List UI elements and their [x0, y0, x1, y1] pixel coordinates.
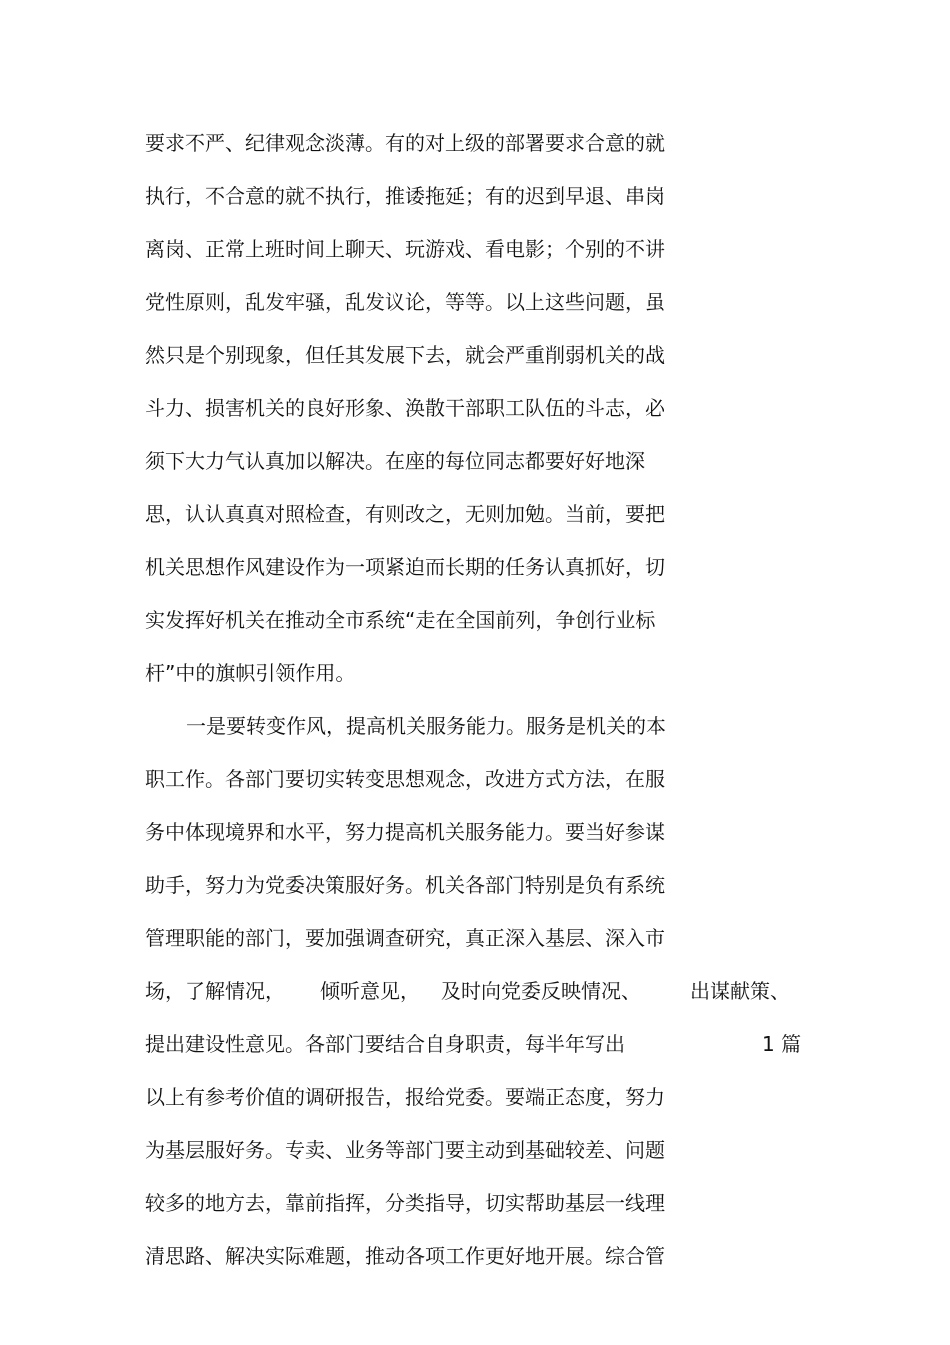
- body-text-line: 党性原则，乱发牢骚，乱发议论，等等。以上这些问题，虽: [145, 290, 665, 314]
- body-text-line: 杆”中的旗帜引领作用。: [145, 661, 356, 685]
- body-text-line: 机关思想作风建设作为一项紧迫而长期的任务认真抓好，切: [145, 555, 665, 579]
- text-segment: 出谋献策、: [690, 979, 790, 1003]
- body-text-line: 然只是个别现象，但任其发展下去，就会严重削弱机关的战: [145, 343, 665, 367]
- body-text-line: 较多的地方去，靠前指挥，分类指导，切实帮助基层一线理: [145, 1191, 665, 1215]
- paragraph-first-line: 一是要转变作风，提高机关服务能力。服务是机关的本: [186, 714, 666, 738]
- text-segment: 场，了解情况，: [145, 979, 285, 1003]
- body-text-line: 务中体现境界和水平，努力提高机关服务能力。要当好参谋: [145, 820, 665, 844]
- body-text-line: 为基层服好务。专卖、业务等部门要主动到基础较差、问题: [145, 1138, 665, 1162]
- body-text-line: 管理职能的部门，要加强调查研究，真正深入基层、深入市: [145, 926, 665, 950]
- body-text-line: 思，认认真真对照检查，有则改之，无则加勉。当前，要把: [145, 502, 665, 526]
- body-text-line: 离岗、正常上班时间上聊天、玩游戏、看电影；个别的不讲: [145, 237, 665, 261]
- body-text-line: 以上有参考价值的调研报告，报给党委。要端正态度，努力: [145, 1085, 665, 1109]
- text-segment: 提出建设性意见。各部门要结合自身职责，每半年写出: [145, 1032, 625, 1056]
- body-text-line: 执行，不合意的就不执行，推诿拖延；有的迟到早退、串岗: [145, 184, 665, 208]
- text-segment: 倾听意见，: [320, 979, 420, 1003]
- body-text-line: 须下大力气认真加以解决。在座的每位同志都要好好地深: [145, 449, 645, 473]
- body-text-line: 实发挥好机关在推动全市系统“走在全国前列，争创行业标: [145, 608, 656, 632]
- body-text-line-justified: [145, 1029, 815, 1059]
- body-text-line: 要求不严、纪律观念淡薄。有的对上级的部署要求合意的就: [145, 131, 665, 155]
- body-text-line-justified: [145, 976, 815, 1006]
- text-segment: 1 篇: [762, 1032, 802, 1056]
- text-segment: 及时向党委反映情况、: [441, 979, 641, 1003]
- body-text-line: 助手，努力为党委决策服好务。机关各部门特别是负有系统: [145, 873, 665, 897]
- body-text-line: 清思路、解决实际难题，推动各项工作更好地开展。综合管: [145, 1244, 665, 1268]
- body-text-line: 斗力、损害机关的良好形象、涣散干部职工队伍的斗志，必: [145, 396, 665, 420]
- body-text-line: 职工作。各部门要切实转变思想观念，改进方式方法，在服: [145, 767, 665, 791]
